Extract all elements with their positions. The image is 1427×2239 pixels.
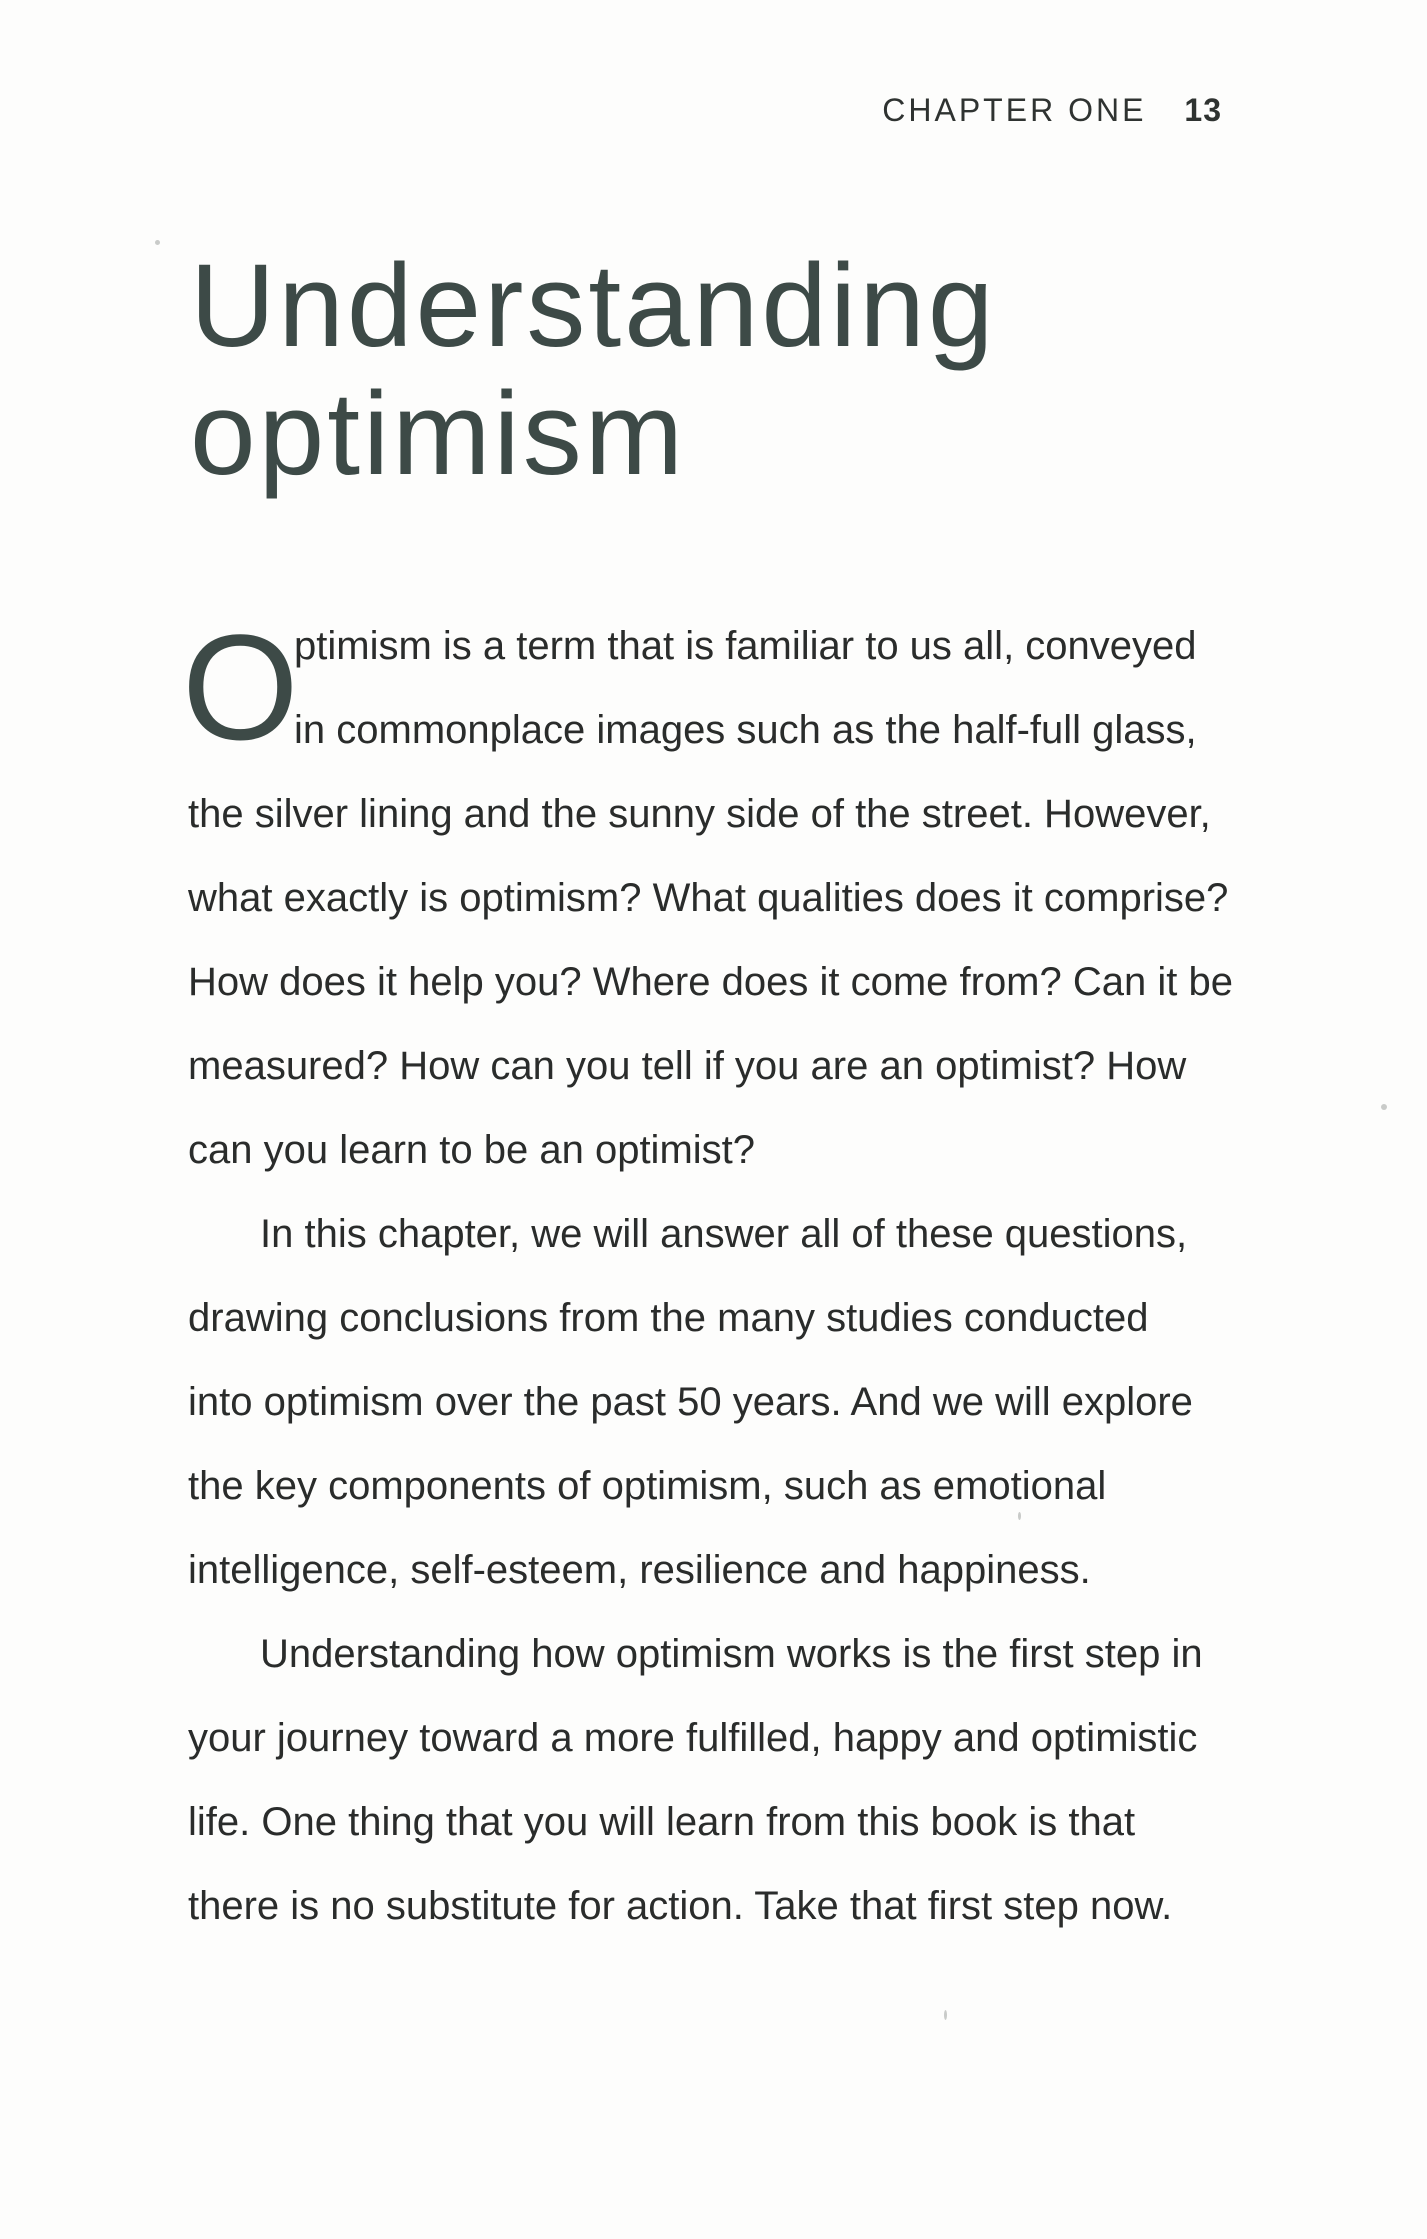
chapter-title-line-2: optimism	[190, 368, 687, 500]
paragraph-line: there is no substitute for action. Take that first step now.	[188, 1884, 1173, 1928]
running-head-title: CHAPTER ONE	[882, 92, 1147, 128]
paragraph-line: can you learn to be an optimist?	[188, 1128, 756, 1172]
running-head	[882, 92, 1222, 129]
scan-speck	[944, 2010, 947, 2020]
paragraph-line: intelligence, self-esteem, resilience and happiness.	[188, 1548, 1091, 1592]
paragraph-line: into optimism over the past 50 years. And we will explore	[188, 1380, 1193, 1424]
paragraph-line: drawing conclusions from the many studies conducted	[188, 1296, 1149, 1340]
paragraph-line: what exactly is optimism? What qualities does it comprise?	[188, 876, 1229, 920]
paragraph-line: in commonplace images such as the half-full glass,	[294, 708, 1197, 752]
paragraph-line: your journey toward a more fulfilled, happy and optimistic	[188, 1716, 1198, 1760]
chapter-title	[190, 242, 997, 498]
paragraph-line: Understanding how optimism works is the first step in	[260, 1632, 1203, 1676]
chapter-title-line-1: Understanding	[190, 240, 997, 372]
scan-speck	[1018, 1512, 1021, 1520]
drop-cap: O	[182, 603, 299, 771]
page-number: 13	[1184, 92, 1222, 128]
paragraph-2	[188, 1192, 1228, 1612]
paragraph-3	[188, 1612, 1228, 1948]
body-text	[182, 603, 1233, 1948]
paragraph-line: the silver lining and the sunny side of the street. However,	[188, 792, 1211, 836]
scan-speck	[1381, 1104, 1387, 1110]
scan-speck	[155, 240, 160, 245]
paragraph-line: ptimism is a term that is familiar to us all, conveyed	[294, 624, 1197, 668]
paragraph-1	[182, 603, 1233, 1192]
paragraph-line: life. One thing that you will learn from this book is that	[188, 1800, 1136, 1844]
paragraph-line: the key components of optimism, such as emotional	[188, 1464, 1107, 1508]
paragraph-line: How does it help you? Where does it come from? Can it be	[188, 960, 1233, 1004]
paragraph-line: In this chapter, we will answer all of these questions,	[260, 1212, 1188, 1256]
paragraph-line: measured? How can you tell if you are an optimist? How	[188, 1044, 1187, 1088]
